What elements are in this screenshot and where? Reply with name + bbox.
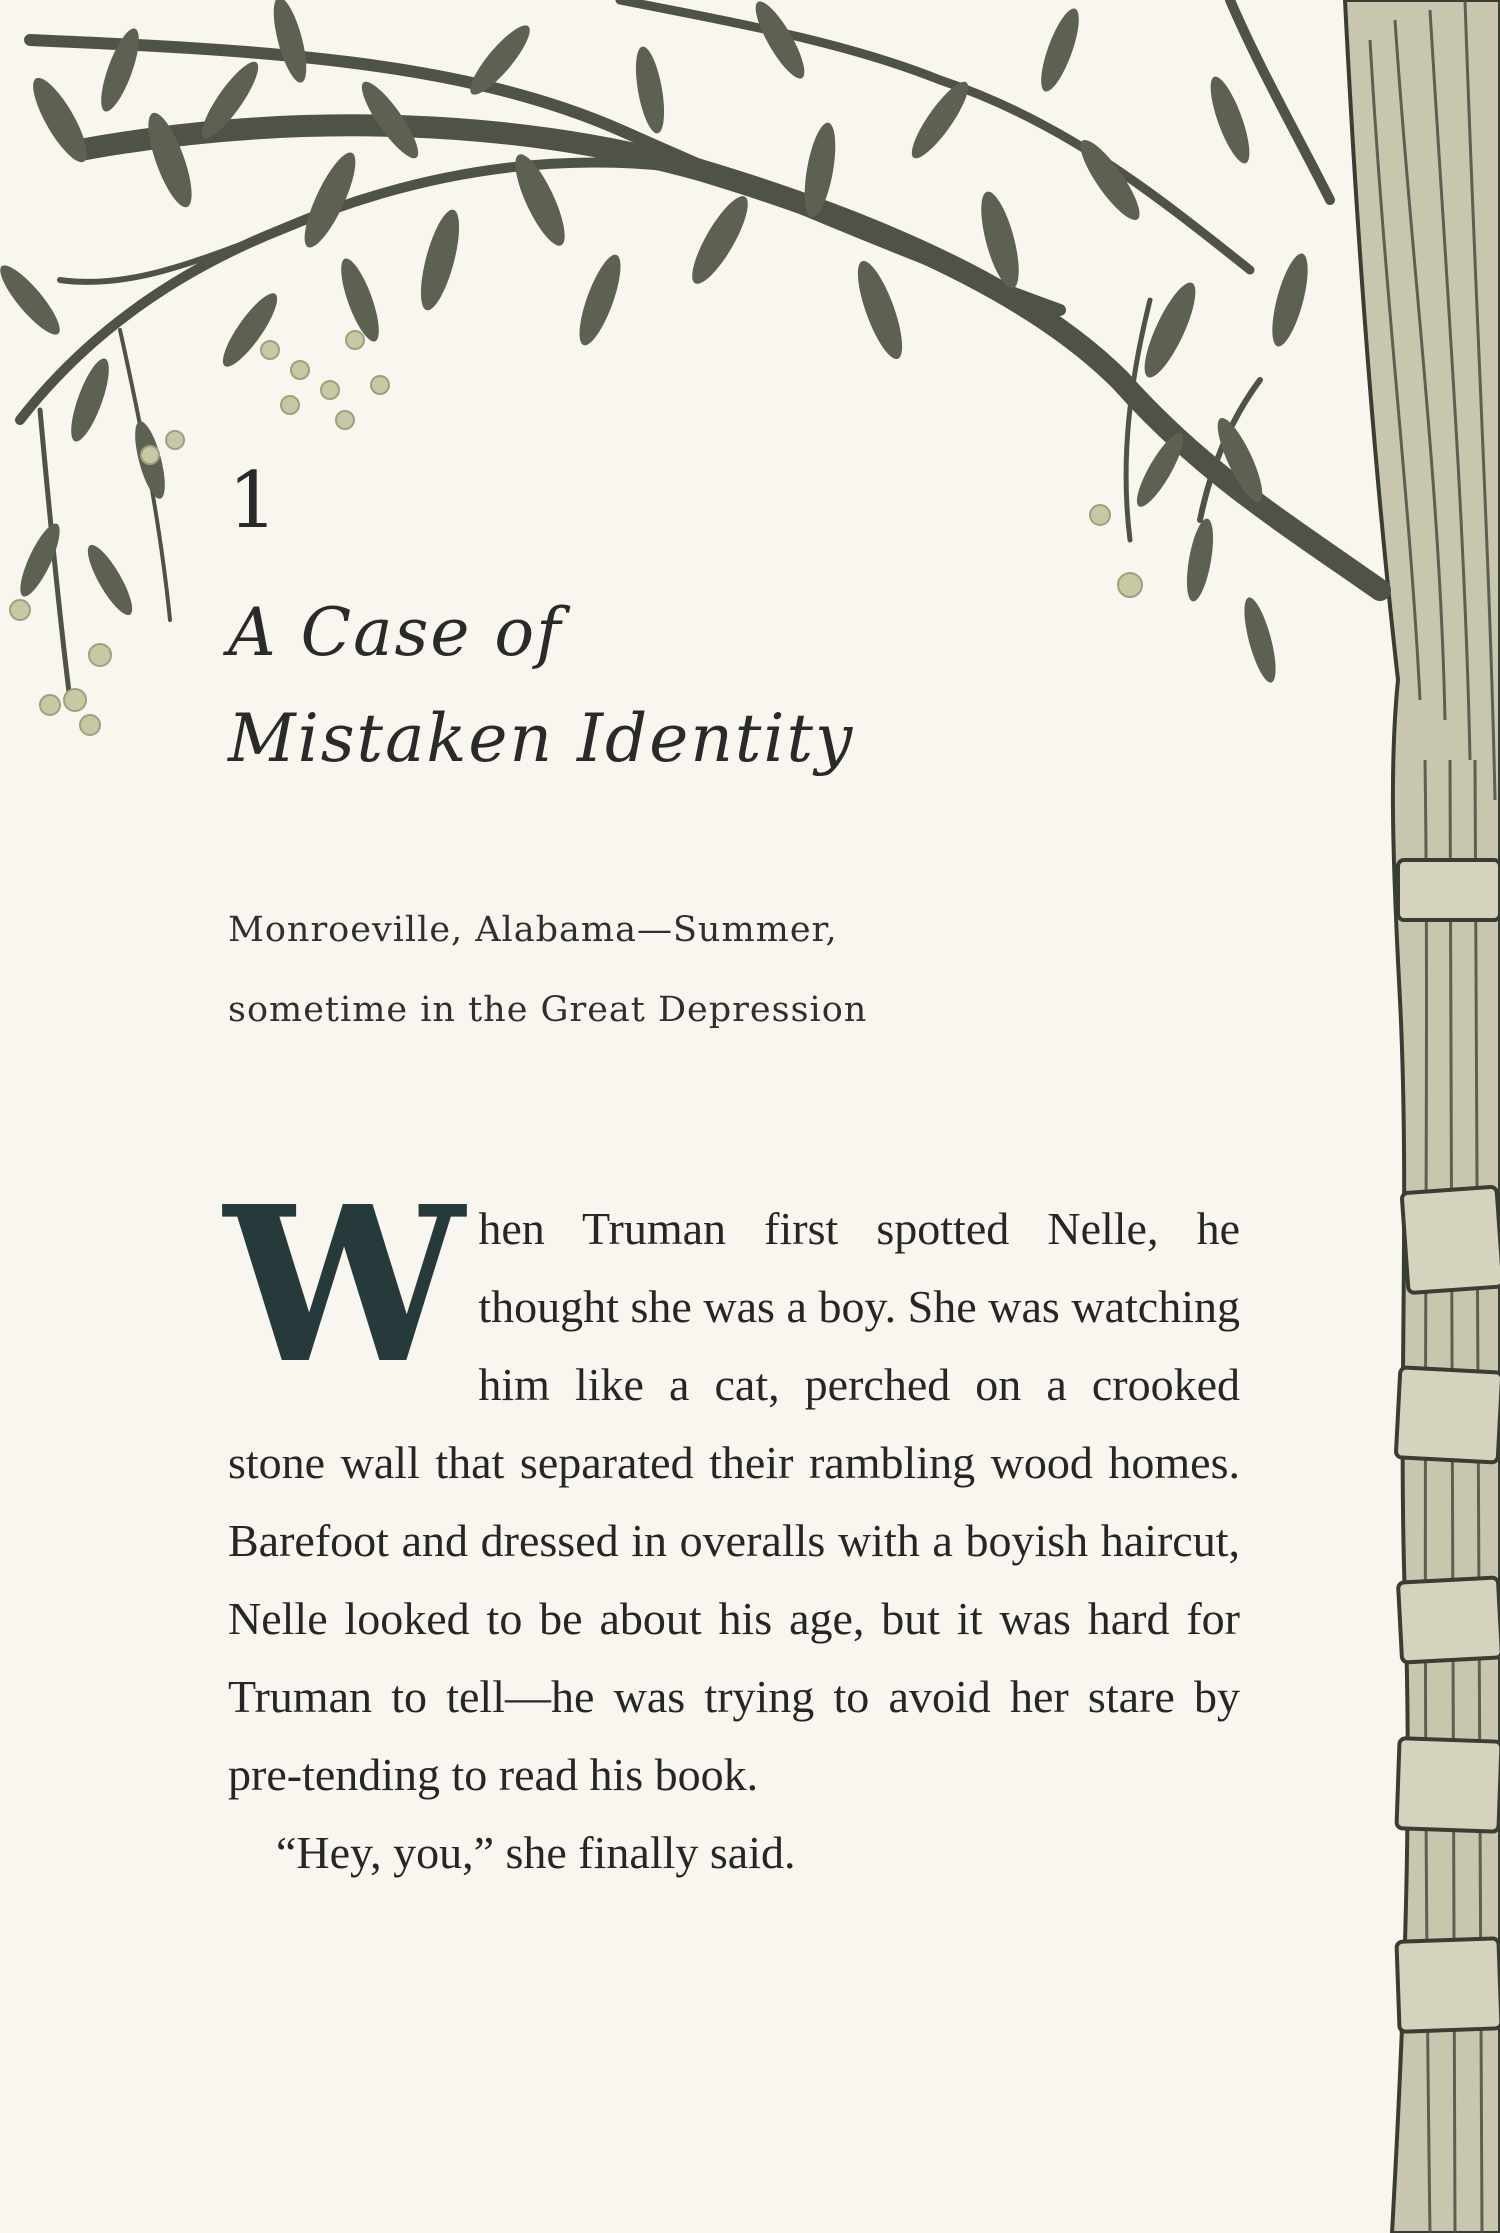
dateline (228, 890, 867, 1050)
tree-trunk (1345, 0, 1500, 2233)
paragraph (224, 1160, 1240, 1814)
body-text (224, 1160, 1240, 1892)
chapter-title-line-2: Mistaken Identity (228, 700, 855, 777)
chapter-title (228, 580, 854, 792)
paragraph (228, 1814, 1240, 1892)
dateline-line-1: Monroeville, Alabama—Summer, (228, 910, 838, 950)
chapter-number: 1 (228, 456, 278, 546)
dateline-line-2: sometime in the Great Depression (228, 990, 868, 1030)
chapter-title-line-1: A Case of (228, 594, 563, 671)
drop-cap: W (224, 1160, 459, 1411)
paragraph-2-text: “Hey, you,” she finally said. (276, 1827, 796, 1878)
paragraph-1-text: hen Truman first spotted Nelle, he thought she was a boy. She was watching him like a cat, perched on a crooked stone wall that separated their rambling wood homes. Barefoot and dressed in overalls with a boyish haircut, Nelle looked to be about his age, but it was hard for Truman to tell—he was trying to avoid her stare by pre-tending to read his book. (228, 1203, 1240, 1800)
